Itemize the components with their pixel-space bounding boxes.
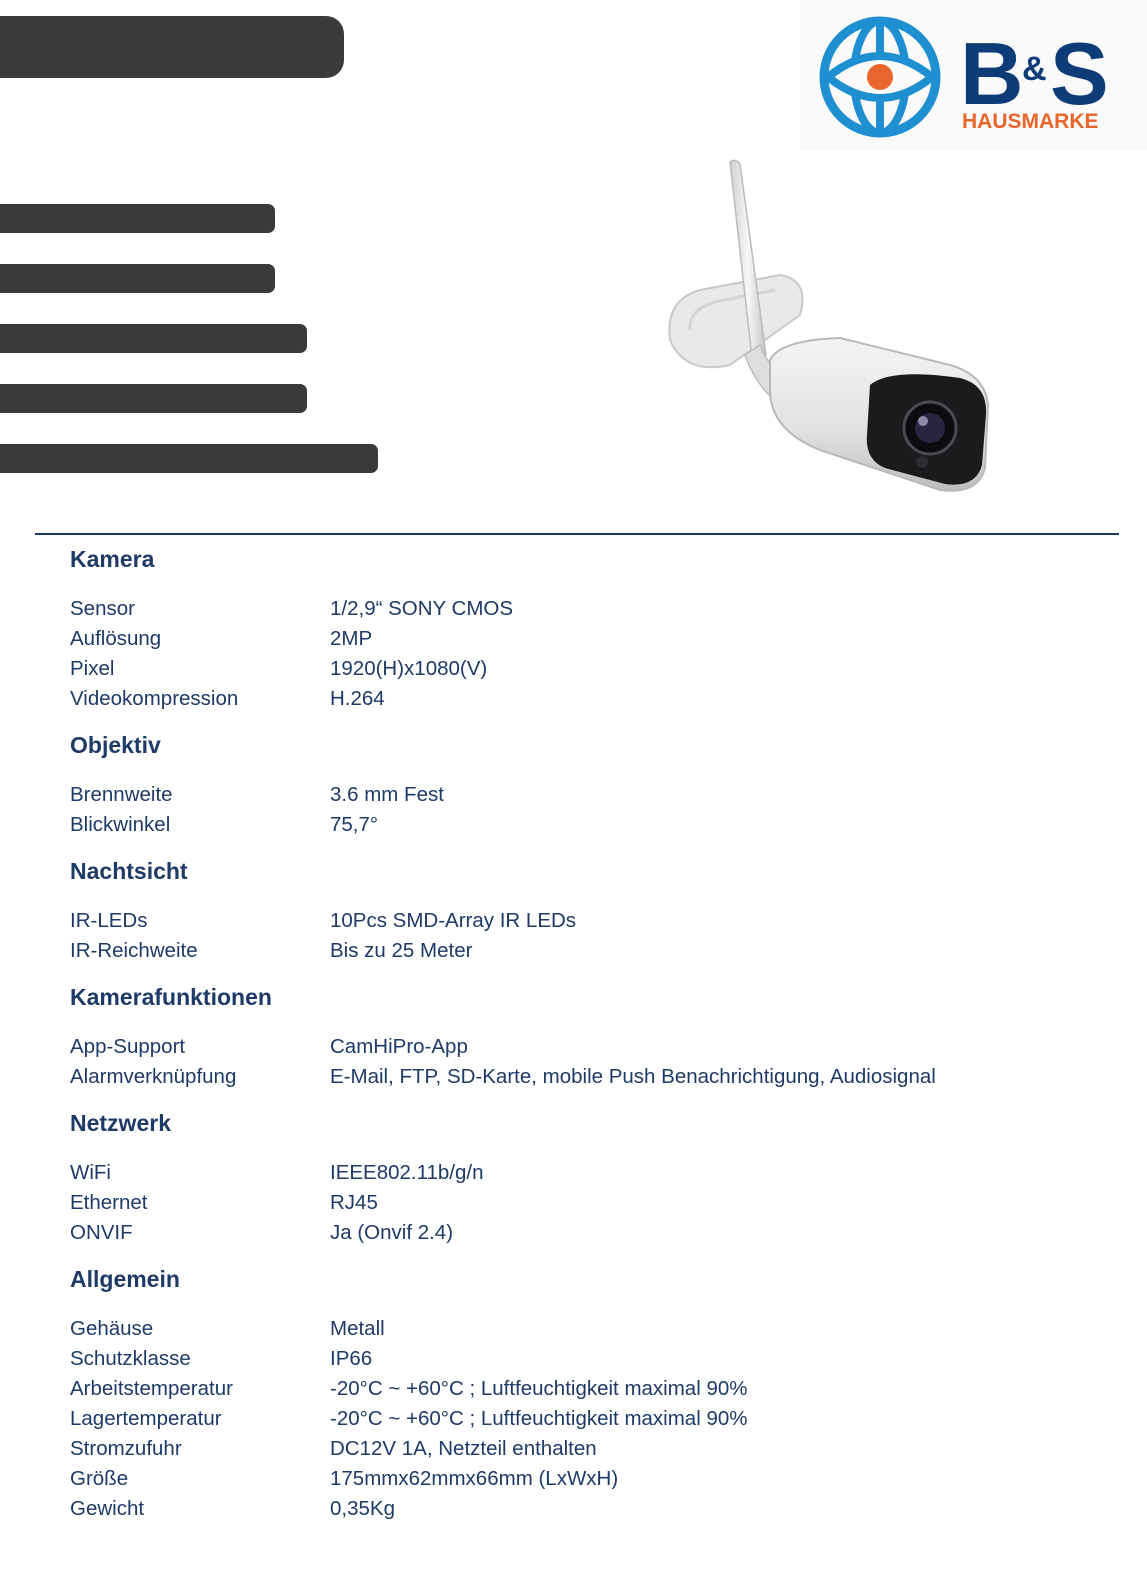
spec-row	[70, 1314, 1130, 1344]
spec-row	[70, 1158, 1130, 1188]
spec-row	[70, 684, 1130, 714]
spec-row	[70, 810, 1130, 840]
spec-label: Alarmverknüpfung	[70, 1065, 237, 1088]
spec-label: Videokompression	[70, 687, 239, 710]
spec-value: 2MP	[330, 627, 373, 650]
spec-label: Schutzklasse	[70, 1347, 191, 1370]
spec-value: H.264	[330, 687, 385, 710]
redacted-line	[0, 384, 307, 413]
spec-section	[70, 1264, 1130, 1524]
spec-row	[70, 906, 1130, 936]
spec-value: 1/2,9“ SONY CMOS	[330, 597, 514, 620]
product-camera-image	[660, 150, 1020, 510]
spec-value: -20°C ~ +60°C ; Luftfeuchtigkeit maximal 90%	[330, 1407, 748, 1430]
spec-row	[70, 1218, 1130, 1248]
spec-value: Ja (Onvif 2.4)	[330, 1221, 454, 1244]
spec-value: CamHiPro-App	[330, 1035, 468, 1058]
spec-label: Lagertemperatur	[70, 1407, 222, 1430]
spec-sheet	[70, 538, 1130, 1540]
spec-row	[70, 1062, 1130, 1092]
section-divider	[35, 533, 1119, 535]
redacted-line	[0, 324, 307, 353]
spec-value: Metall	[330, 1317, 385, 1340]
spec-label: App-Support	[70, 1035, 186, 1058]
spec-value: E-Mail, FTP, SD-Karte, mobile Push Benachrichtigung, Audiosignal	[330, 1065, 936, 1088]
spec-label: Pixel	[70, 657, 115, 680]
brand-subtitle: HAUSMARKE	[962, 110, 1099, 133]
spec-label: Größe	[70, 1467, 129, 1490]
spec-row	[70, 1344, 1130, 1374]
spec-label: Ethernet	[70, 1191, 148, 1214]
spec-section	[70, 544, 1130, 714]
spec-label: Stromzufuhr	[70, 1437, 182, 1460]
redacted-line	[0, 264, 275, 293]
spec-label: Blickwinkel	[70, 813, 171, 836]
section-title: Nachtsicht	[70, 858, 188, 884]
globe-eye-icon	[824, 21, 936, 133]
section-title: Allgemein	[70, 1266, 180, 1292]
spec-value: 10Pcs SMD-Array IR LEDs	[330, 909, 577, 932]
spec-value: Bis zu 25 Meter	[330, 939, 473, 962]
spec-label: ONVIF	[70, 1221, 133, 1244]
spec-label: IR-LEDs	[70, 909, 148, 932]
spec-label: Auflösung	[70, 627, 162, 650]
spec-label: Gewicht	[70, 1497, 145, 1520]
spec-row	[70, 1032, 1130, 1062]
spec-value: 1920(H)x1080(V)	[330, 657, 488, 680]
brand-ampersand: &	[1022, 50, 1047, 88]
spec-row	[70, 594, 1130, 624]
section-title: Netzwerk	[70, 1110, 171, 1136]
brand-letter-s: S	[1050, 24, 1109, 123]
spec-row	[70, 654, 1130, 684]
section-title: Kamerafunktionen	[70, 984, 272, 1010]
spec-row	[70, 1494, 1130, 1524]
spec-section	[70, 730, 1130, 840]
redacted-line	[0, 204, 275, 233]
spec-value: 3.6 mm Fest	[330, 783, 444, 806]
spec-label: IR-Reichweite	[70, 939, 198, 962]
spec-row	[70, 624, 1130, 654]
spec-value: DC12V 1A, Netzteil enthalten	[330, 1437, 597, 1460]
spec-value: RJ45	[330, 1191, 378, 1214]
spec-label: Gehäuse	[70, 1317, 154, 1340]
section-title: Kamera	[70, 546, 155, 572]
spec-label: Arbeitstemperatur	[70, 1377, 233, 1400]
redacted-line	[0, 444, 378, 473]
spec-row	[70, 936, 1130, 966]
spec-row	[70, 1434, 1130, 1464]
spec-section	[70, 856, 1130, 966]
spec-label: Sensor	[70, 597, 135, 620]
spec-value: -20°C ~ +60°C ; Luftfeuchtigkeit maximal 90%	[330, 1377, 748, 1400]
spec-label: WiFi	[70, 1161, 111, 1184]
spec-value: 0,35Kg	[330, 1497, 395, 1520]
spec-row	[70, 1374, 1130, 1404]
spec-value: 175mmx62mmx66mm (LxWxH)	[330, 1467, 619, 1490]
redacted-title	[0, 16, 344, 78]
spec-label: Brennweite	[70, 783, 173, 806]
spec-section	[70, 1108, 1130, 1248]
spec-row	[70, 780, 1130, 810]
spec-section	[70, 982, 1130, 1092]
spec-row	[70, 1404, 1130, 1434]
spec-value: IP66	[330, 1347, 373, 1370]
spec-value: IEEE802.11b/g/n	[330, 1161, 484, 1184]
brand-letter-b: B	[960, 24, 1024, 123]
spec-row	[70, 1188, 1130, 1218]
spec-row	[70, 1464, 1130, 1494]
section-title: Objektiv	[70, 732, 161, 758]
spec-value: 75,7°	[330, 813, 379, 836]
brand-logo	[800, 0, 1147, 150]
